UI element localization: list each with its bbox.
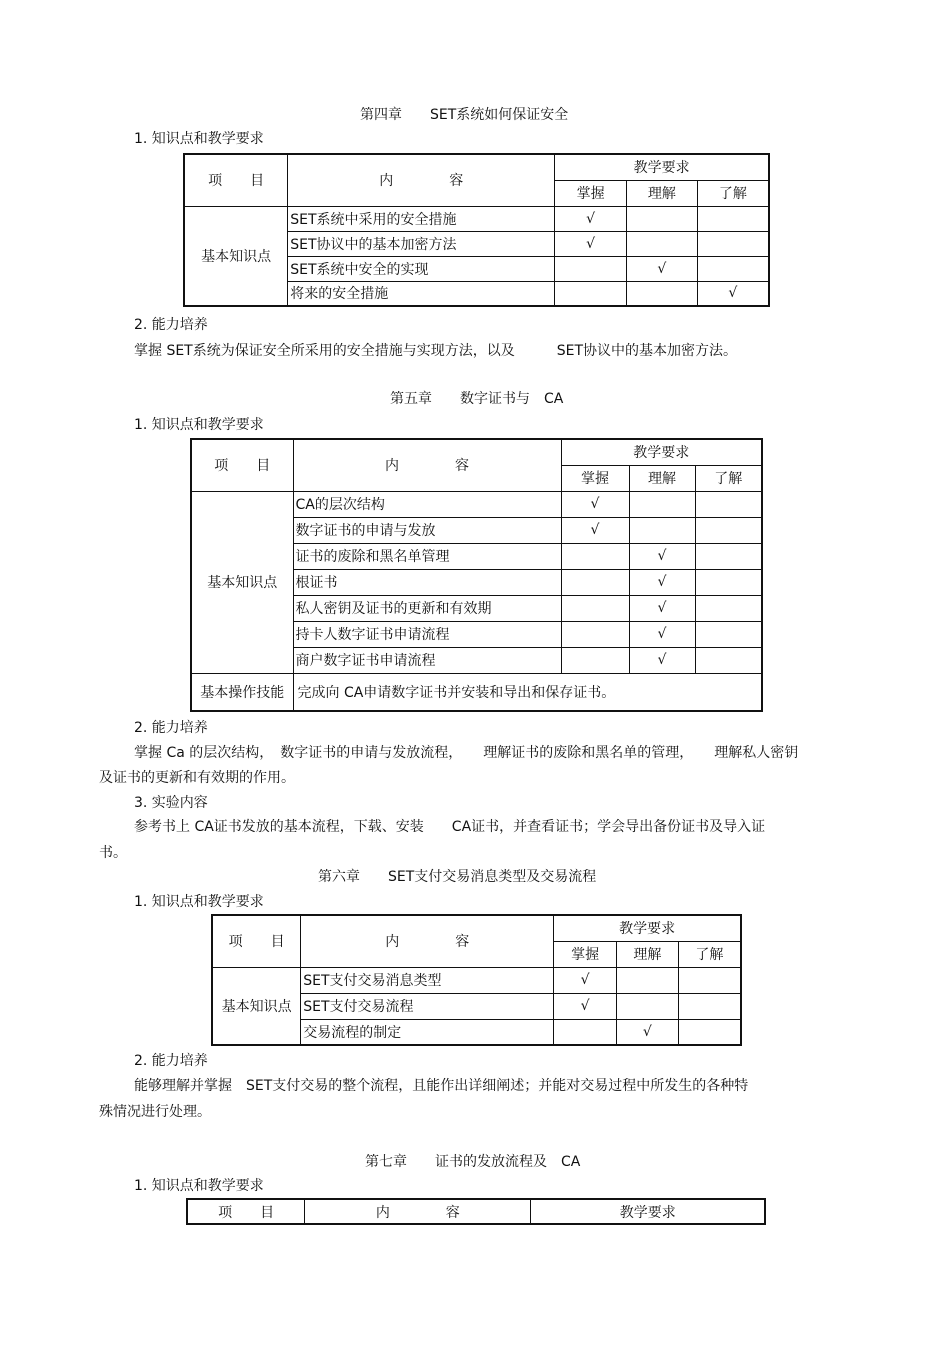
chapter6-ability-line1: 能够理解并掌握 SET支付交易的整个流程，且能作出详细阐述；并能对交易过程中所发生的各种特	[134, 1078, 749, 1094]
content-cell: CA的层次结构	[293, 491, 561, 517]
chapter4-requirements-table	[183, 153, 770, 307]
master-mark: √	[561, 517, 629, 543]
skill-label-cell: 基本操作技能	[191, 673, 293, 711]
know-mark	[678, 967, 741, 993]
header-requirement: 教学要求	[555, 154, 769, 180]
chapter5-title: 第五章 数字证书与 CA	[390, 391, 564, 407]
understand-mark	[627, 281, 698, 306]
master-mark	[561, 543, 629, 569]
category-cell: 基本知识点	[184, 206, 288, 306]
master-mark	[555, 281, 627, 306]
header-know: 了解	[697, 180, 769, 206]
chapter5-experiment-line1: 参考书上 CA证书发放的基本流程，下载、安装 CA证书，并查看证书；学会导出备份证书及导入证	[134, 819, 766, 835]
header-understand: 理解	[629, 465, 695, 491]
understand-mark	[616, 993, 678, 1019]
chapter5-section1-heading: 1. 知识点和教学要求	[134, 417, 264, 433]
know-mark	[695, 491, 762, 517]
content-cell: SET协议中的基本加密方法	[288, 231, 555, 256]
chapter6-ability-line2: 殊情况进行处理。	[99, 1104, 211, 1120]
header-understand: 理解	[627, 180, 698, 206]
content-cell: 持卡人数字证书申请流程	[293, 621, 561, 647]
chapter5-experiment-line2: 书。	[99, 845, 127, 861]
understand-mark: √	[616, 1019, 678, 1045]
understand-mark: √	[629, 647, 695, 673]
content-cell: SET系统中采用的安全措施	[288, 206, 555, 231]
master-mark: √	[554, 967, 617, 993]
header-item: 项 目	[184, 154, 288, 206]
master-mark: √	[555, 206, 627, 231]
know-mark	[697, 231, 769, 256]
understand-mark: √	[629, 569, 695, 595]
master-mark	[561, 621, 629, 647]
know-mark	[678, 1019, 741, 1045]
understand-mark	[627, 231, 698, 256]
know-mark	[697, 256, 769, 281]
chapter7-requirements-table	[186, 1198, 766, 1225]
content-cell: 商户数字证书申请流程	[293, 647, 561, 673]
chapter4-section1-heading: 1. 知识点和教学要求	[134, 131, 264, 147]
understand-mark: √	[629, 595, 695, 621]
table-row	[191, 491, 762, 517]
header-know: 了解	[678, 941, 741, 967]
master-mark	[561, 595, 629, 621]
understand-mark: √	[629, 621, 695, 647]
header-requirement: 教学要求	[561, 439, 762, 465]
category-cell: 基本知识点	[191, 491, 293, 673]
chapter4-ability-text: 掌握 SET系统为保证安全所采用的安全措施与实现方法，以及 SET协议中的基本加密方法。	[134, 343, 738, 359]
understand-mark	[616, 967, 678, 993]
header-requirement: 教学要求	[531, 1199, 765, 1224]
know-mark	[695, 647, 762, 673]
know-mark	[678, 993, 741, 1019]
category-cell: 基本知识点	[212, 967, 301, 1045]
header-content: 内 容	[293, 439, 561, 491]
chapter5-ability-line2: 及证书的更新和有效期的作用。	[99, 770, 295, 786]
header-understand: 理解	[616, 941, 678, 967]
content-cell: SET支付交易流程	[301, 993, 554, 1019]
master-mark	[561, 569, 629, 595]
know-mark	[695, 517, 762, 543]
content-cell: 私人密钥及证书的更新和有效期	[293, 595, 561, 621]
chapter6-title: 第六章 SET支付交易消息类型及交易流程	[318, 869, 597, 885]
know-mark: √	[697, 281, 769, 306]
master-mark: √	[561, 491, 629, 517]
understand-mark	[629, 517, 695, 543]
chapter7-title: 第七章 证书的发放流程及 CA	[365, 1154, 581, 1170]
skill-text-cell: 完成向 CA申请数字证书并安装和导出和保存证书。	[293, 673, 762, 711]
header-content: 内 容	[301, 915, 554, 967]
header-requirement: 教学要求	[554, 915, 741, 941]
header-content: 内 容	[305, 1199, 531, 1224]
chapter4-title: 第四章 SET系统如何保证安全	[360, 107, 569, 123]
chapter6-section1-heading: 1. 知识点和教学要求	[134, 894, 264, 910]
table-row	[184, 206, 769, 231]
content-cell: 数字证书的申请与发放	[293, 517, 561, 543]
master-mark: √	[555, 231, 627, 256]
master-mark	[555, 256, 627, 281]
understand-mark	[627, 206, 698, 231]
master-mark	[554, 1019, 617, 1045]
header-item: 项 目	[187, 1199, 305, 1224]
header-master: 掌握	[555, 180, 627, 206]
content-cell: 将来的安全措施	[288, 281, 555, 306]
chapter4-section2-heading: 2. 能力培养	[134, 317, 208, 333]
header-item: 项 目	[191, 439, 293, 491]
understand-mark: √	[627, 256, 698, 281]
know-mark	[695, 569, 762, 595]
header-content: 内 容	[288, 154, 555, 206]
header-know: 了解	[695, 465, 762, 491]
master-mark	[561, 647, 629, 673]
chapter6-section2-heading: 2. 能力培养	[134, 1053, 208, 1069]
skill-row	[191, 673, 762, 711]
master-mark: √	[554, 993, 617, 1019]
chapter5-requirements-table	[190, 438, 763, 712]
chapter5-section2-heading: 2. 能力培养	[134, 720, 208, 736]
chapter7-section1-heading: 1. 知识点和教学要求	[134, 1178, 264, 1194]
chapter5-ability-line1: 掌握 Ca 的层次结构， 数字证书的申请与发放流程， 理解证书的废除和黑名单的管理， 理解私人密钥	[134, 745, 799, 761]
chapter6-requirements-table	[211, 914, 742, 1046]
header-master: 掌握	[561, 465, 629, 491]
header-item: 项 目	[212, 915, 301, 967]
content-cell: SET系统中安全的实现	[288, 256, 555, 281]
know-mark	[697, 206, 769, 231]
understand-mark: √	[629, 543, 695, 569]
content-cell: 交易流程的制定	[301, 1019, 554, 1045]
know-mark	[695, 621, 762, 647]
content-cell: SET支付交易消息类型	[301, 967, 554, 993]
know-mark	[695, 543, 762, 569]
content-cell: 根证书	[293, 569, 561, 595]
header-master: 掌握	[554, 941, 617, 967]
table-row	[212, 967, 741, 993]
know-mark	[695, 595, 762, 621]
understand-mark	[629, 491, 695, 517]
chapter5-section3-heading: 3. 实验内容	[134, 795, 208, 811]
content-cell: 证书的废除和黑名单管理	[293, 543, 561, 569]
